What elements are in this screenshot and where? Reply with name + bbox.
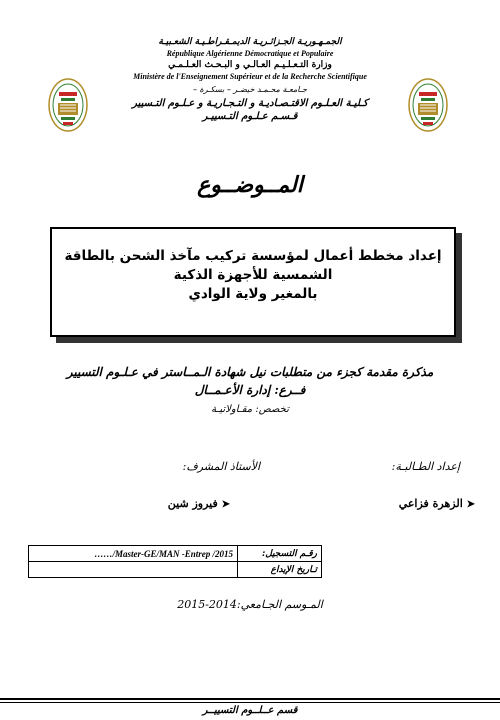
footer-department: قسم عــلــوم التسييــر [202, 705, 298, 716]
subject-heading: المــوضــوع [197, 172, 303, 198]
registration-number-label: رقـم التسجيل: [238, 546, 322, 562]
thesis-title-box [50, 227, 456, 337]
registration-table [28, 545, 322, 578]
republic-name-arabic: الجمـهـوريـة الجـزائـريـة الديمـقـراطـيـة الشعـبيـة [158, 37, 342, 47]
supervisor-label: الأستاذ المشرف: [182, 460, 260, 473]
republic-name-french: République Algérienne Démocratique et Populaire [166, 49, 334, 58]
department-name: قـسـم عـلـوم التـسييـر [202, 111, 298, 122]
deposit-date-value [29, 562, 238, 578]
branch-line: فــرع: إدارة الأعـمــال [194, 383, 306, 397]
supervisor-name: فيروز شين [167, 497, 218, 510]
arrow-bullet-icon: ➤ [221, 499, 230, 510]
faculty-name: كـليـة العـلـوم الاقتـصـاديـة و التـجـاريـة و عـلـوم التـسيير [132, 98, 368, 109]
footer-divider [0, 702, 500, 703]
student-name: الزهرة فزاعي [398, 497, 463, 510]
university-logo-left [48, 78, 88, 132]
university-name: جـامعـة محـمـد خيضـر – بسكـرة – [193, 85, 307, 94]
specialization-line: تخصص: مقـاولاتيـة [211, 404, 289, 415]
thesis-title-line-1: إعداد مخطط أعمال لمؤسسة تركيب مآخذ الشحن بالطاقة الشمسية للأجهزة الذكية [64, 248, 442, 283]
table-row [29, 546, 322, 562]
table-row [29, 562, 322, 578]
arrow-bullet-icon: ➤ [466, 499, 475, 510]
memo-description: مذكرة مقدمة كجزء من متطلبات نيل شهادة الـمــاستر في عـلـوم التسيير [66, 365, 434, 379]
ministry-name-arabic: وزارة التـعـلـيـم العـالـي و البـحـث العـلـمـي [168, 60, 332, 70]
academic-season: المـوسم الجـامعي:2014-2015 [177, 598, 323, 611]
footer-divider [0, 698, 500, 700]
student-label: إعداد الطـالبـة: [391, 460, 460, 473]
deposit-date-label: تـاريخ الإيداع [238, 562, 322, 578]
ministry-name-french: Ministère de l'Enseignement Supérieur et de la Recherche Scientifique [133, 72, 367, 81]
thesis-title-line-2: بالمغير ولاية الوادي [188, 286, 318, 302]
registration-number-value: ……/Master-GE/MAN -Entrep /2015 [29, 546, 238, 562]
student-row [340, 497, 475, 510]
university-logo-right [408, 78, 448, 132]
supervisor-row [90, 497, 230, 510]
